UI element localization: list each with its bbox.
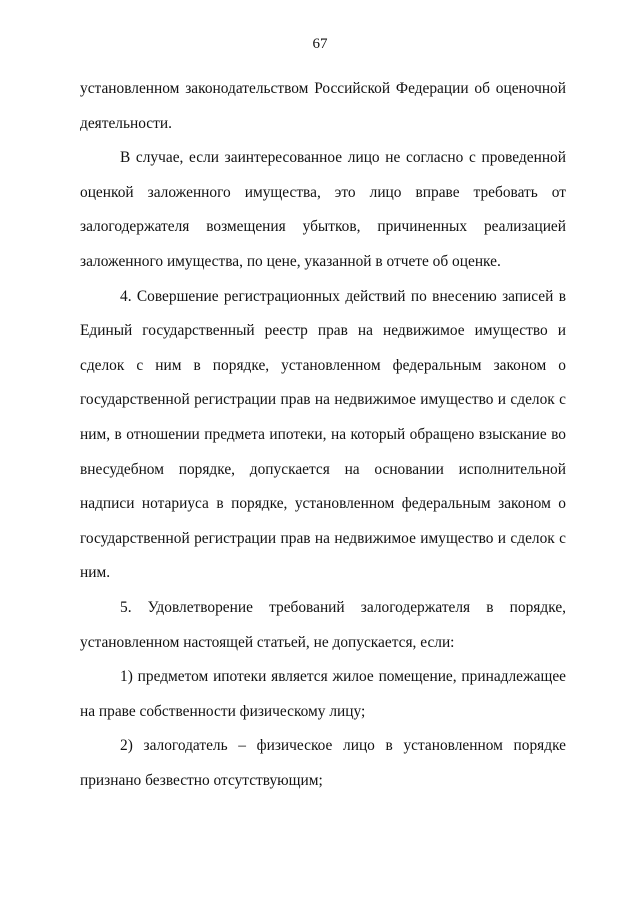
page-number: 67 [312,36,328,52]
paragraph-subitem-2: 2) залогодатель – физическое лицо в установленном порядке признано безвестно отсутствующим; [80,737,566,789]
paragraph-compensation: В случае, если заинтересованное лицо не согласно с проведенной оценкой заложенного имущества, это лицо вправе требовать от залогодержателя возмещения убытков, причиненных реализацией заложенного имущества, по цене, указанной в отчете об оценке. [80,149,566,270]
paragraph-continuation: установленном законодательством Российской Федерации об оценочной деятельности. [80,80,566,132]
paragraph-subitem-1: 1) предметом ипотеки является жилое помещение, принадлежащее на праве собственности физическому лицу; [80,668,566,720]
document-body [80,72,566,798]
paragraph-item-4: 4. Совершение регистрационных действий по внесению записей в Единый государственный реестр прав на недвижимое имущество и сделок с ним в порядке, установленном федеральным законом о государственной регистрации прав на недвижимое имущество и сделок с ним, в отношении предмета ипотеки, на который обращено взыскание во внесудебном порядке, допускается на основании исполнительной надписи нотариуса в порядке, установленном федеральным законом о государственной регистрации прав на недвижимое имущество и сделок с ним. [80,287,566,582]
paragraph-item-5: 5. Удовлетворение требований залогодержателя в порядке, установленном настоящей статьей, не допускается, если: [80,598,566,651]
